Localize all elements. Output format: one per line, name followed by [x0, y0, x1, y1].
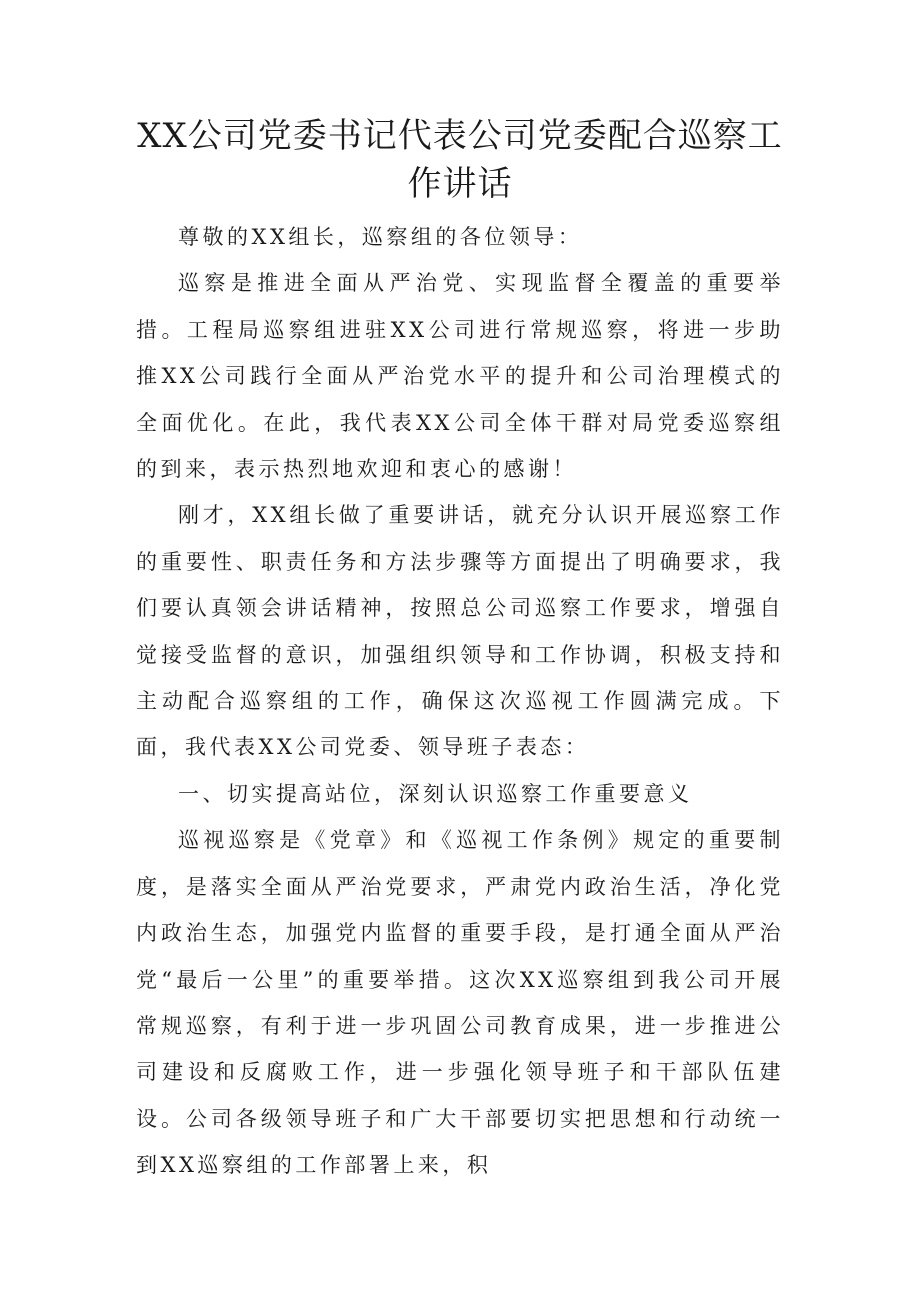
paragraph-welcome: 巡察是推进全面从严治党、实现监督全覆盖的重要举措。工程局巡察组进驻XX公司进行常规巡察，将进一步助推XX公司践行全面从严治党水平的提升和公司治理模式的全面优化。在此，我代表XX公司全体干群对局党委巡察组的到来，表示热烈地欢迎和衷心的感谢！ [136, 271, 784, 482]
paragraph-requirements: 刚才，XX组长做了重要讲话，就充分认识开展巡察工作的重要性、职责任务和方法步骤等方面提出了明确要求，我们要认真领会讲话精神，按照总公司巡察工作要求，增强自觉接受监督的意识，加强组织领导和工作协调，积极支持和主动配合巡察组的工作，确保这次巡视工作圆满完成。下面，我代表XX公司党委、领导班子表态： [136, 503, 784, 760]
document-title: XX公司党委书记代表公司党委配合巡察工作讲话 [137, 116, 783, 204]
section-heading-1: 一、切实提高站位，深刻认识巡察工作重要意义 [178, 781, 693, 806]
salutation: 尊敬的XX组长，巡察组的各位领导： [178, 225, 583, 249]
paragraph-significance: 巡视巡察是《党章》和《巡视工作条例》规定的重要制度，是落实全面从严治党要求，严肃党内政治生活，净化党内政治生态，加强党内监督的重要手段，是打通全面从严治党“最后一公里”的重要举措。这次XX巡察组到我公司开展常规巡察，有利于进一步巩固公司教育成果，进一步推进公司建设和反腐败工作，进一步强化领导班子和干部队伍建设。公司各级领导班子和广大干部要切实把思想和行动统一到XX巡察组的工作部署上来，积 [136, 828, 784, 1178]
document-body [136, 214, 784, 1189]
